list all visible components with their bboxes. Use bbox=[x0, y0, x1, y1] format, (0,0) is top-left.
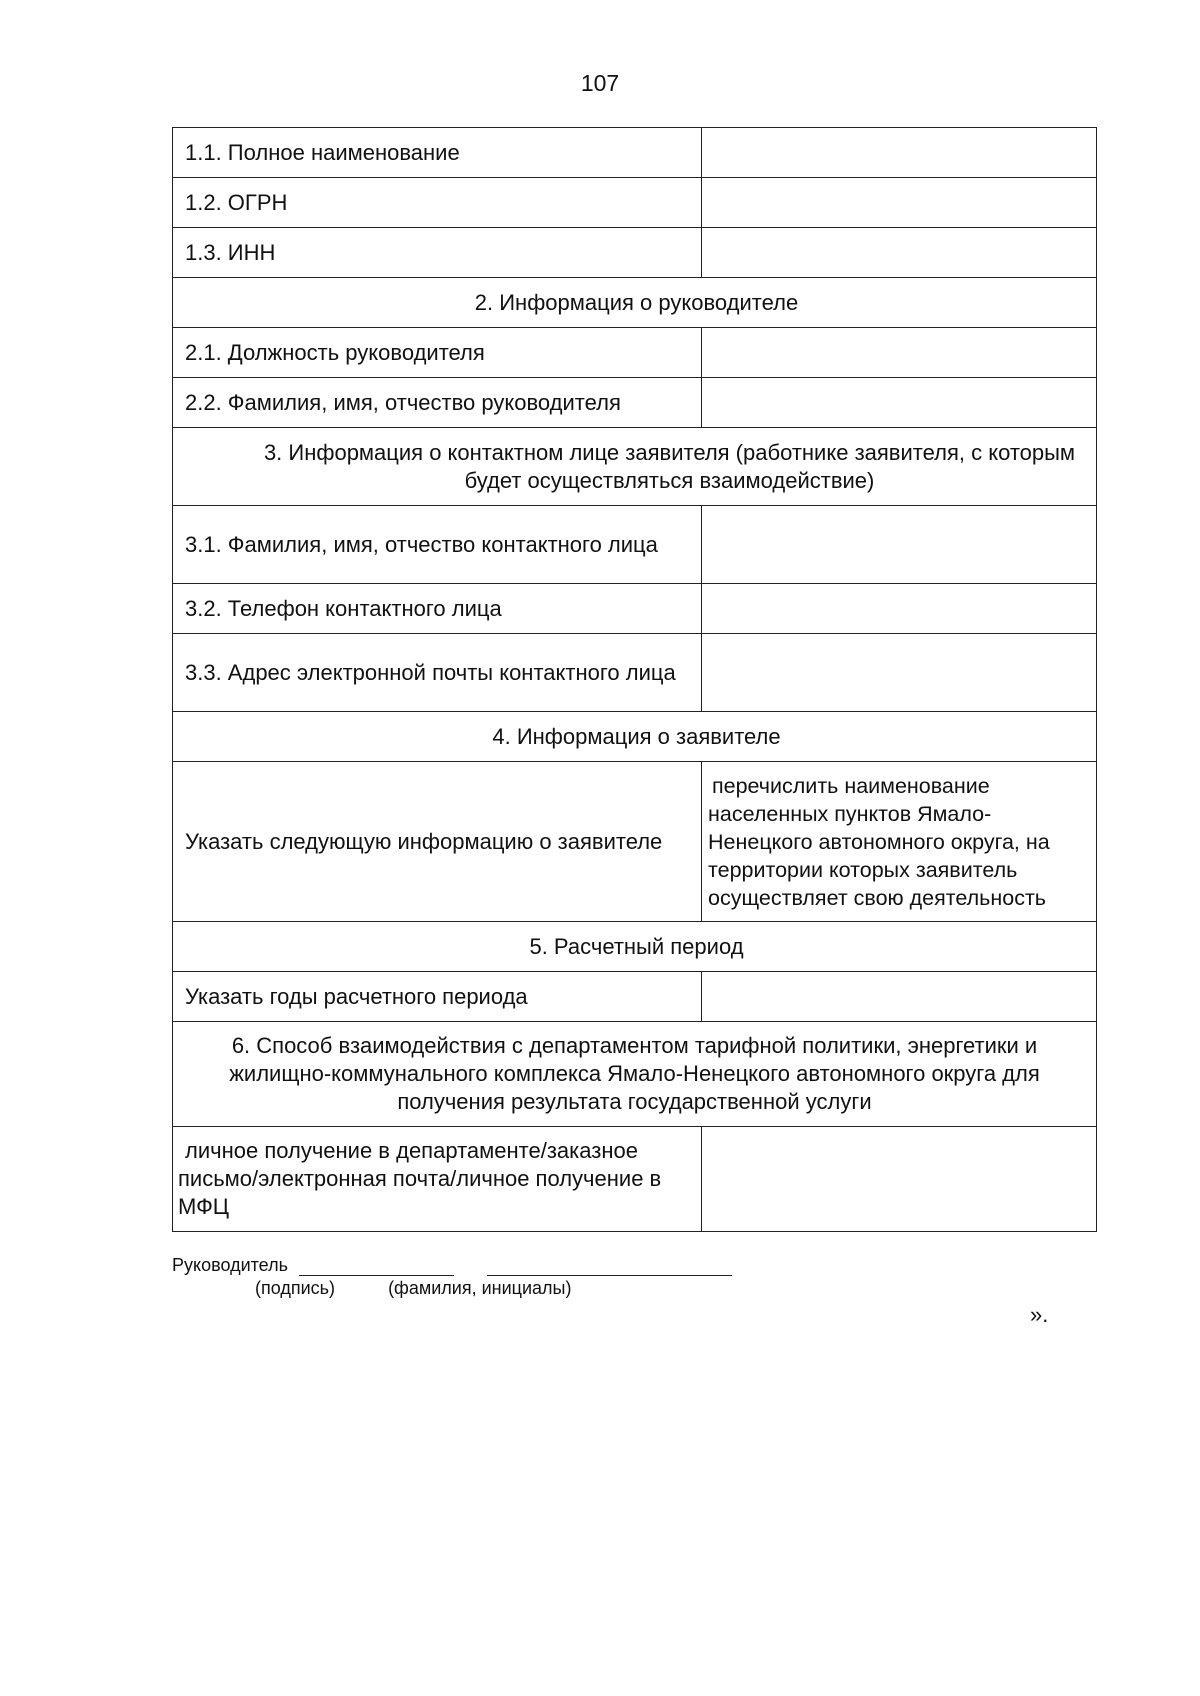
table-row bbox=[173, 922, 1097, 972]
table-row bbox=[173, 762, 1097, 922]
section-4-heading: 4. Информация о заявителе bbox=[173, 712, 1097, 762]
table-row bbox=[173, 278, 1097, 328]
table-row bbox=[173, 506, 1097, 584]
head-name-value[interactable] bbox=[702, 378, 1097, 428]
signature-line[interactable] bbox=[299, 1257, 454, 1276]
table-row bbox=[173, 1022, 1097, 1127]
table-row bbox=[173, 1127, 1097, 1232]
contact-phone-value[interactable] bbox=[702, 584, 1097, 634]
contact-name-value[interactable] bbox=[702, 506, 1097, 584]
signature-block bbox=[172, 1255, 732, 1276]
applicant-info-label-text: Указать следующую информацию о заявителе bbox=[185, 828, 663, 854]
section-2-heading: 2. Информация о руководителе bbox=[173, 278, 1097, 328]
contact-email-value[interactable] bbox=[702, 634, 1097, 712]
applicant-info-value bbox=[702, 762, 1097, 922]
contact-phone-label: 3.2. Телефон контактного лица bbox=[173, 584, 702, 634]
signature-role-label: Руководитель bbox=[172, 1255, 288, 1275]
ogrn-value[interactable] bbox=[702, 178, 1097, 228]
period-years-label: Указать годы расчетного периода bbox=[173, 972, 702, 1022]
table-row bbox=[173, 178, 1097, 228]
applicant-info-value-text: перечислить наименование населенных пунктов Ямало-Ненецкого автономного округа, на территории которых заявитель осуществляет свою деятельность bbox=[708, 773, 1050, 910]
signature-captions bbox=[255, 1278, 571, 1299]
table-row bbox=[173, 378, 1097, 428]
head-position-value[interactable] bbox=[702, 328, 1097, 378]
section-3-heading: 3. Информация о контактном лице заявителя (работнике заявителя, с которым будет осуществляться взаимодействие) bbox=[173, 428, 1097, 506]
applicant-info-label bbox=[173, 762, 702, 922]
delivery-method-value[interactable] bbox=[702, 1127, 1097, 1232]
table-row bbox=[173, 584, 1097, 634]
full-name-label: 1.1. Полное наименование bbox=[173, 128, 702, 178]
table-row bbox=[173, 328, 1097, 378]
table-row bbox=[173, 128, 1097, 178]
contact-name-label bbox=[173, 506, 702, 584]
full-name-value[interactable] bbox=[702, 128, 1097, 178]
contact-name-label-text: 3.1. Фамилия, имя, отчество контактного лица bbox=[185, 531, 658, 557]
section-5-heading: 5. Расчетный период bbox=[173, 922, 1097, 972]
table-row bbox=[173, 228, 1097, 278]
table-row bbox=[173, 712, 1097, 762]
table-row bbox=[173, 428, 1097, 506]
table-row bbox=[173, 972, 1097, 1022]
page-number: 107 bbox=[580, 70, 620, 96]
period-years-value[interactable] bbox=[702, 972, 1097, 1022]
head-name-label: 2.2. Фамилия, имя, отчество руководителя bbox=[173, 378, 702, 428]
section-6-heading: 6. Способ взаимодействия с департаментом тарифной политики, энергетики и жилищно-коммунального комплекса Ямало-Ненецкого автономного округа для получения результата государственной услуги bbox=[173, 1022, 1097, 1127]
contact-email-label-text: 3.3. Адрес электронной почты контактного лица bbox=[185, 659, 676, 685]
contact-email-label bbox=[173, 634, 702, 712]
signature-caption: (подпись) bbox=[255, 1278, 336, 1298]
closing-quote: ». bbox=[1030, 1302, 1049, 1327]
name-caption: (фамилия, инициалы) bbox=[388, 1278, 572, 1298]
inn-label: 1.3. ИНН bbox=[173, 228, 702, 278]
table-row bbox=[173, 634, 1097, 712]
delivery-method-label-text: личное получение в департаменте/заказное письмо/электронная почта/личное получение в МФЦ bbox=[178, 1138, 662, 1219]
ogrn-label: 1.2. ОГРН bbox=[173, 178, 702, 228]
inn-value[interactable] bbox=[702, 228, 1097, 278]
name-initials-line[interactable] bbox=[487, 1257, 732, 1276]
application-form-table bbox=[172, 127, 1097, 1232]
head-position-label: 2.1. Должность руководителя bbox=[173, 328, 702, 378]
delivery-method-label bbox=[173, 1127, 702, 1232]
